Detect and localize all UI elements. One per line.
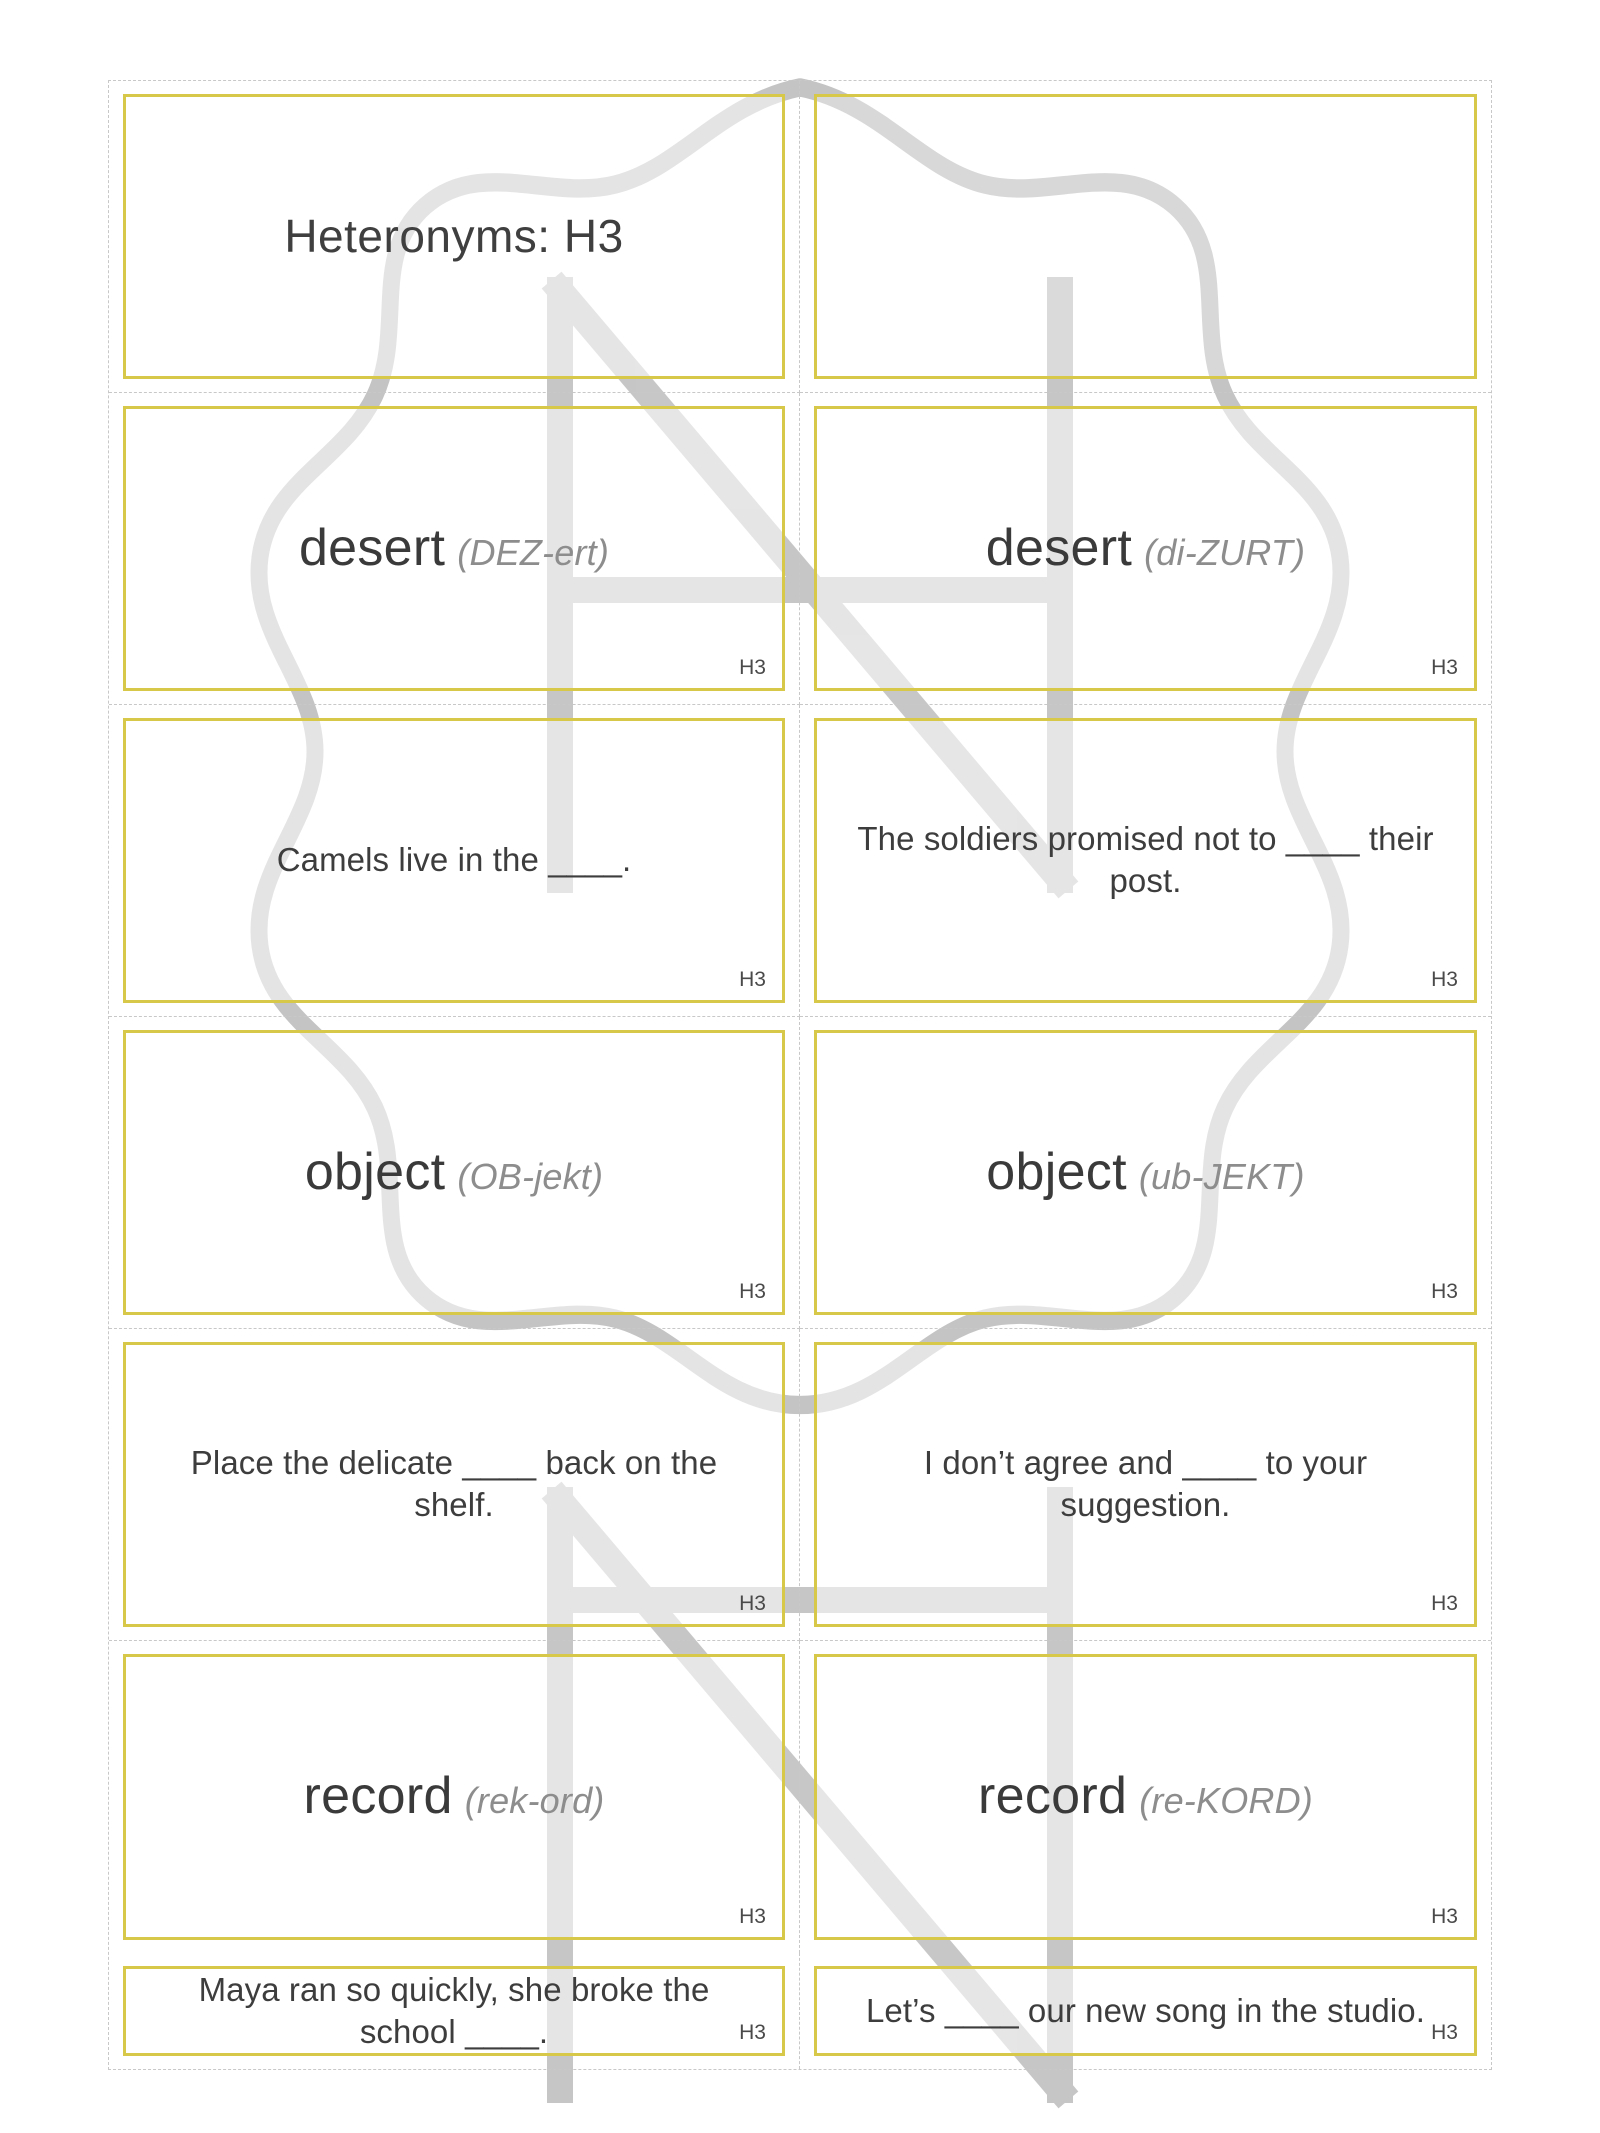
card-tag: H3 <box>1431 1591 1458 1615</box>
card-content <box>817 1442 1474 1526</box>
word-text: record <box>303 1766 453 1825</box>
flashcard-word-desert-verb[interactable] <box>814 406 1477 691</box>
card-cell <box>800 1329 1491 1641</box>
word-line <box>843 1144 1448 1201</box>
pronunciation-text: (DEZ-ert) <box>457 531 610 573</box>
card-content <box>126 1144 782 1201</box>
pronunciation-text: (di-ZURT) <box>1144 531 1306 573</box>
pronunciation-text: (rek-ord) <box>464 1779 605 1821</box>
card-cell <box>109 1953 800 2069</box>
card-content <box>126 1442 782 1526</box>
pronunciation-text: (ub-JEKT) <box>1138 1155 1305 1197</box>
card-cell <box>109 1017 800 1329</box>
card-content <box>817 1144 1474 1201</box>
card-tag: H3 <box>1431 2021 1458 2044</box>
flashcard-sentence-object-verb[interactable] <box>814 1342 1477 1627</box>
card-cell <box>109 1641 800 1953</box>
word-text: desert <box>298 518 446 577</box>
card-content <box>126 839 782 881</box>
card-cell <box>800 1953 1491 2069</box>
word-text: desert <box>985 518 1133 577</box>
card-content <box>817 1990 1474 2032</box>
card-cell <box>800 393 1491 705</box>
card-cell <box>800 1641 1491 1953</box>
card-content <box>126 1768 782 1825</box>
word-line <box>152 1144 756 1201</box>
card-tag: H3 <box>739 1279 766 1303</box>
card-cell <box>800 1017 1491 1329</box>
pronunciation-text: (OB-jekt) <box>457 1155 604 1197</box>
card-content <box>126 209 782 263</box>
flashcard-sheet <box>108 80 1492 2070</box>
card-cell <box>109 1329 800 1641</box>
sentence-text: The soldiers promised not to ____ their post. <box>857 820 1434 900</box>
flashcard-word-object-noun[interactable] <box>123 1030 785 1315</box>
card-cell <box>109 705 800 1017</box>
card-tag: H3 <box>739 2021 766 2044</box>
flashcard-title[interactable] <box>123 94 785 379</box>
card-tag: H3 <box>1431 1279 1458 1303</box>
card-cell <box>109 393 800 705</box>
word-line <box>843 1768 1448 1825</box>
card-content <box>126 1969 782 2053</box>
sentence-text: Let’s ____ our new song in the studio. <box>865 1991 1426 2029</box>
flashcard-word-object-verb[interactable] <box>814 1030 1477 1315</box>
card-tag: H3 <box>739 655 766 679</box>
flashcard-sentence-record-verb[interactable] <box>814 1966 1477 2056</box>
card-content <box>817 520 1474 577</box>
card-tag: H3 <box>739 1591 766 1615</box>
flashcard-word-record-verb[interactable] <box>814 1654 1477 1940</box>
card-content <box>126 520 782 577</box>
page-title: Heteronyms: H3 <box>284 210 624 263</box>
card-tag: H3 <box>1431 1904 1458 1928</box>
card-cell <box>109 81 800 393</box>
card-tag: H3 <box>1431 967 1458 991</box>
card-tag: H3 <box>739 1904 766 1928</box>
flashcard-word-record-noun[interactable] <box>123 1654 785 1940</box>
card-tag: H3 <box>1431 655 1458 679</box>
flashcard-word-desert-noun[interactable] <box>123 406 785 691</box>
flashcard-sentence-object-noun[interactable] <box>123 1342 785 1627</box>
card-content <box>817 1768 1474 1825</box>
card-cell <box>800 705 1491 1017</box>
word-line <box>152 1768 756 1825</box>
card-content <box>817 818 1474 902</box>
sentence-text: Place the delicate ____ back on the shelf. <box>190 1443 718 1524</box>
flashcard-sentence-desert-verb[interactable] <box>814 718 1477 1003</box>
card-tag: H3 <box>739 967 766 991</box>
word-text: object <box>986 1142 1127 1201</box>
word-line <box>152 520 756 577</box>
word-text: object <box>304 1142 446 1201</box>
word-line <box>843 520 1448 577</box>
flashcard-sentence-record-noun[interactable] <box>123 1966 785 2056</box>
pronunciation-text: (re-KORD) <box>1139 1779 1313 1821</box>
sentence-text: Maya ran so quickly, she broke the school ____. <box>198 1970 710 2050</box>
sentence-text: Camels live in the ____. <box>276 841 632 879</box>
card-cell <box>800 81 1491 393</box>
flashcard-blank[interactable] <box>814 94 1477 379</box>
flashcard-sentence-desert-noun[interactable] <box>123 718 785 1003</box>
word-text: record <box>978 1766 1128 1825</box>
sentence-text: I don’t agree and ____ to your suggestion. <box>923 1443 1368 1524</box>
